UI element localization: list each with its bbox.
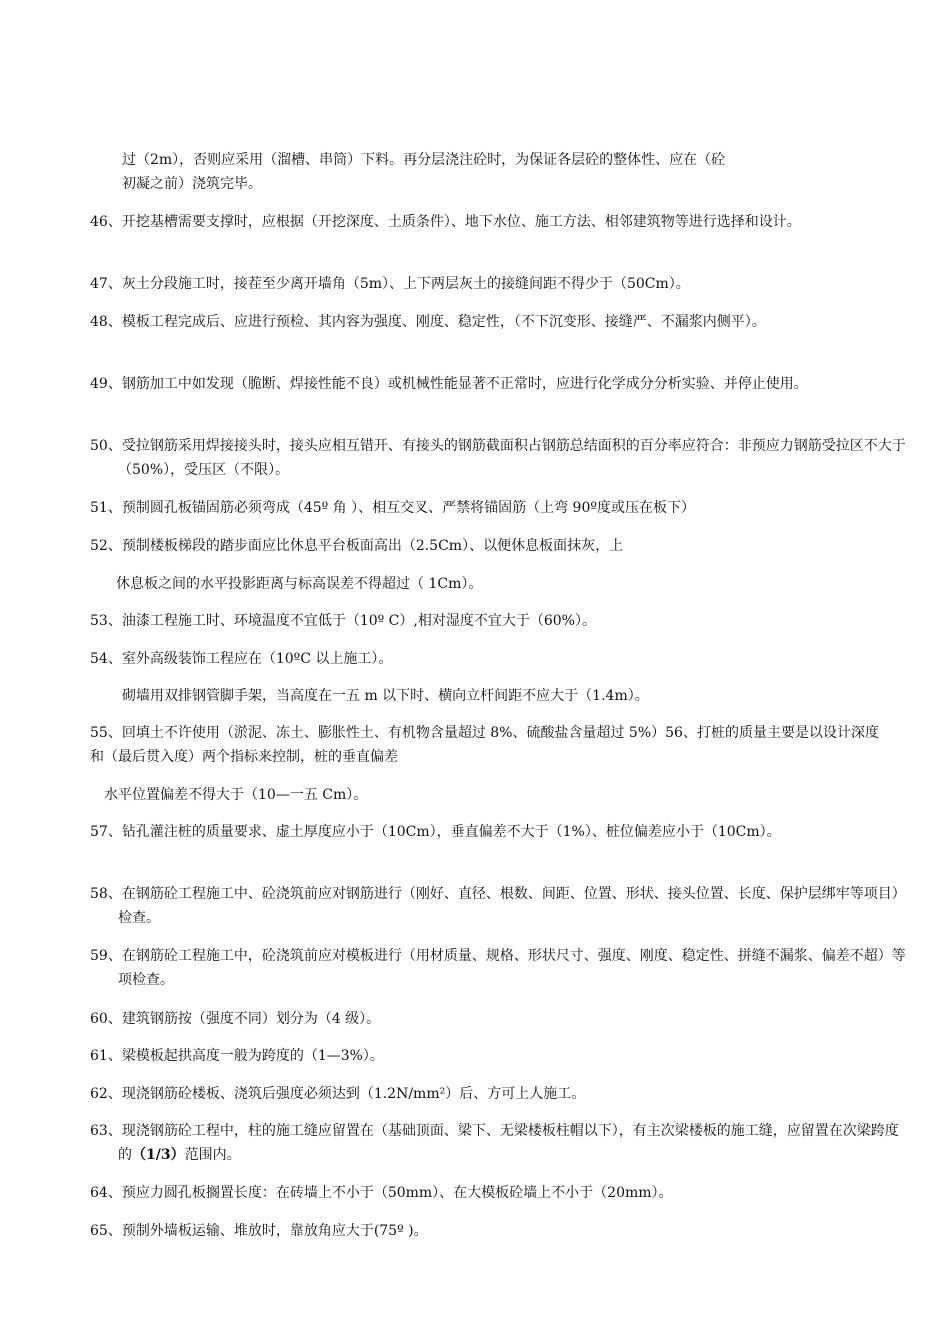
item-62: 62、现浇钢筋砼楼板、浇筑后强度必须达到（1.2N/mm²）后、方可上人施工。 — [90, 1086, 586, 1102]
item-51: 51、预制圆孔板锚固筋必须弯成（45º 角 ）、相互交叉、严禁将锚固筋（上弯 90º度或压在板下） — [90, 500, 695, 516]
item-60: 60、建筑钢筋按（强度不同）划分为（4 级）。 — [90, 1011, 381, 1027]
item-63-emphasis: （1/3） — [132, 1147, 185, 1163]
item-63-tail: 范围内。 — [184, 1147, 241, 1163]
item-58: 58、在钢筋砼工程施工中、砼浇筑前应对钢筋进行（刚好、直径、根数、间距、位置、形状、接头位置、长度、保护层绑牢等项目）检查。 — [90, 886, 906, 926]
item-55-56: 55、回填土不许使用（淤泥、冻土、膨胀性土、有机物含量超过 8%、硫酸盐含量超过 5%）56、打桩的质量主要是以设计深度和（最后贯入度）两个指标来控制，桩的垂直偏差 — [90, 725, 879, 765]
paragraph-continuation — [122, 148, 880, 196]
item-47: 47、灰土分段施工时，接茬至少离开墙角（5m）、上下两层灰土的接缝间距不得少于（50Cm）。 — [90, 276, 690, 292]
text-line: 过（2m），否则应采用（溜槽、串筒）下料。再分层浇注砼时，为保证各层砼的整体性、应在（砼 — [122, 152, 726, 168]
item-64: 64、预应力圆孔板搁置长度：在砖墙上不小于（50mm）、在大模板砼墙上不小于（20mm）。 — [90, 1185, 673, 1201]
item-59: 59、在钢筋砼工程施工中，砼浇筑前应对模板进行（用材质量、规格、形状尺寸、强度、刚度、稳定性、拼缝不漏浆、偏差不超）等项检查。 — [90, 948, 906, 988]
item-56-continued: 水平位置偏差不得大于（10—一五 Cm）。 — [104, 787, 368, 803]
item-65: 65、预制外墙板运输、堆放时，靠放角应大于(75º )。 — [90, 1223, 428, 1239]
scaffold-note: 砌墙用双排钢管脚手架，当高度在一五 m 以下时、横向立杆间距不应大于（1.4m）。 — [122, 688, 649, 704]
item-54: 54、室外高级装饰工程应在（10ºC 以上施工）。 — [90, 651, 393, 667]
item-52: 52、预制楼板梯段的踏步面应比休息平台板面高出（2.5Cm）、以便休息板面抹灰，上 — [90, 538, 624, 554]
item-63-text: 63、现浇钢筋砼工程中，柱的施工缝应留置在（基础顶面、梁下、无梁楼板柱帽以下），有主次梁楼板的施工缝，应留置在次梁跨度的 — [90, 1123, 899, 1163]
item-50: 50、受拉钢筋采用焊接接头时，接头应相互错开、有接头的钢筋截面积占钢筋总结面积的百分率应符合：非预应力钢筋受拉区不大于（50%），受压区（不限）。 — [90, 438, 906, 478]
item-53: 53、油漆工程施工时、环境温度不宜低于（10º C）,相对湿度不宜大于（60%）。 — [90, 613, 596, 629]
item-48: 48、模板工程完成后、应进行预检、其内容为强度、刚度、稳定性，（不下沉变形、接缝严、不漏浆内侧平）。 — [90, 314, 766, 330]
item-63 — [90, 1119, 908, 1167]
item-52-continued: 休息板之间的水平投影距离与标高误差不得超过（ 1Cm）。 — [116, 576, 483, 592]
item-57: 57、钻孔灌注桩的质量要求、虚土厚度应小于（10Cm），垂直偏差不大于（1%）、桩位偏差应小于（10Cm）。 — [90, 824, 781, 840]
item-61: 61、梁模板起拱高度一般为跨度的（1—3%）。 — [90, 1048, 384, 1064]
text-line: 初凝之前）浇筑完毕。 — [122, 176, 262, 192]
item-49: 49、钢筋加工中如发现（脆断、焊接性能不良）或机械性能显著不正常时，应进行化学成分分析实验、并停止使用。 — [90, 376, 808, 392]
item-46: 46、开挖基槽需要支撑时，应根据（开挖深度、土质条件）、地下水位、施工方法、相邻建筑物等进行选择和设计。 — [90, 214, 801, 230]
